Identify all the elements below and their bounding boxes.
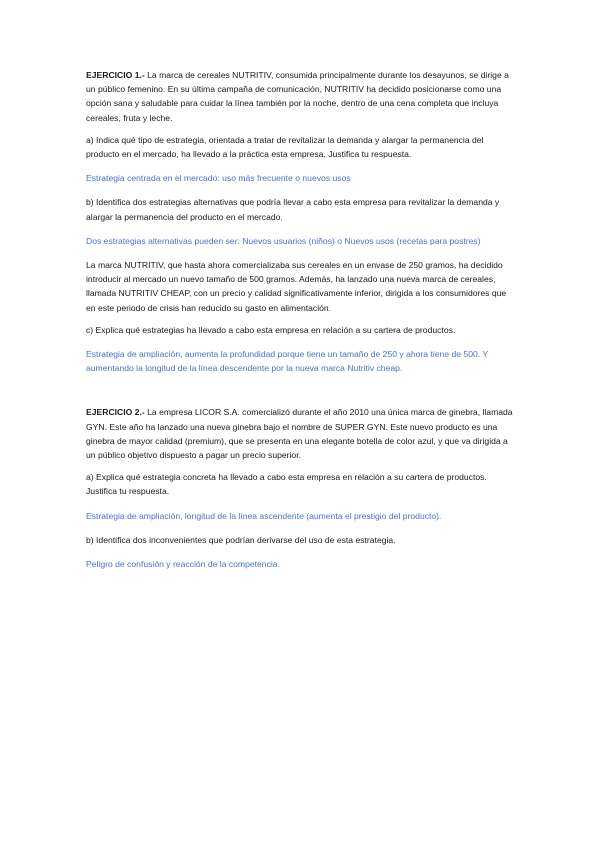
- question-text: Explica qué estrategia concreta ha llevado a cabo esta empresa en relación a su cartera de productos. Justifica tu respuesta.: [86, 472, 487, 497]
- exercise-1-question-a: [86, 133, 513, 161]
- exercise-2-answer-a: Estrategia de ampliación, longitud de la línea ascendente (aumenta el prestigio del producto).: [86, 510, 442, 521]
- question-text: Identifica dos inconvenientes que podrían derivarse del uso de esta estrategia.: [93, 534, 396, 545]
- exercise-1-context: La marca NUTRITIV, que hasta ahora comercializaba sus cereales en un envase de 250 gramos, ha decidido introducir al mercado un nuevo tamaño de 500 gramos. Además, ha lanzado una nueva marca de cereales, llamada NUTRITIV CHEAP, con un precio y calidad significativamente inferior, dirigida a los consumidores que en este periodo de crisis han reducido su gasto en alimentación.: [86, 260, 507, 313]
- exercise-1-question-c: [86, 323, 513, 337]
- question-label: b): [86, 534, 94, 545]
- question-label: b): [86, 197, 94, 208]
- exercise-2-question-b: [86, 533, 513, 547]
- exercise-1-answer-b: Dos estrategias alternativas pueden ser: Nuevos usuarios (niños) o Nuevos usos (recetas para postres): [86, 235, 481, 246]
- exercise-2-question-a: [86, 470, 513, 498]
- question-label: c): [86, 324, 94, 335]
- exercise-1-answer-c: Estrategia de ampliación, aumenta la profundidad porque tiene un tamaño de 250 y ahora tiene de 500. Y aumentando la longitud de la línea descendente por la nueva marca Nutritiv cheap.: [86, 349, 488, 374]
- exercise-2-answer-b: Peligro de confusión y reacción de la competencia.: [86, 559, 280, 570]
- exercise-2-intro-text: La empresa LICOR S.A. comercializó durante el año 2010 una única marca de ginebra, llamada GYN. Este año ha lanzado una nueva ginebra bajo el nombre de SUPER GYN. Este nuevo producto es una ginebra de mayor calidad (premium), que se presenta en una elegante botella de color azul, y que va dirigida a un público objetivo dispuesto a pagar un precio superior.: [86, 407, 513, 461]
- exercise-1-title: EJERCICIO 1.-: [86, 70, 145, 80]
- question-label: a): [86, 472, 94, 483]
- question-text: Indica qué tipo de estrategia, orientada a tratar de revitalizar la demanda y alargar la permanencia del producto en el mercado, ha llevado a la práctica esta empresa. Justifica tu respuesta.: [86, 134, 484, 160]
- exercise-2-intro: [86, 405, 513, 462]
- exercise-2-title: EJERCICIO 2.-: [86, 407, 145, 418]
- exercise-1-question-b: [86, 195, 513, 223]
- question-label: a): [86, 134, 94, 145]
- exercise-1-intro-text: La marca de cereales NUTRITIV, consumida principalmente durante los desayunos, se dirige a un público femenino. En su última campaña de comunicación, NUTRITIV ha decidido posicionarse como una opción sana y saludable para cuidar la línea también por la noche, dentro de una cena completa que incluya cereales, fruta y leche.: [86, 70, 509, 123]
- exercise-1-answer-a: Estrategia centrada en el mercado: uso más frecuente o nuevos usos: [86, 173, 351, 184]
- question-text: Explica qué estrategias ha llevado a cabo esta empresa en relación a su cartera de productos.: [93, 324, 456, 335]
- question-text: Identifica dos estrategias alternativas que podría llevar a cabo esta empresa para revitalizar la demanda y alargar la permanencia del producto en el mercado.: [86, 197, 500, 222]
- exercise-1-intro: [86, 68, 513, 125]
